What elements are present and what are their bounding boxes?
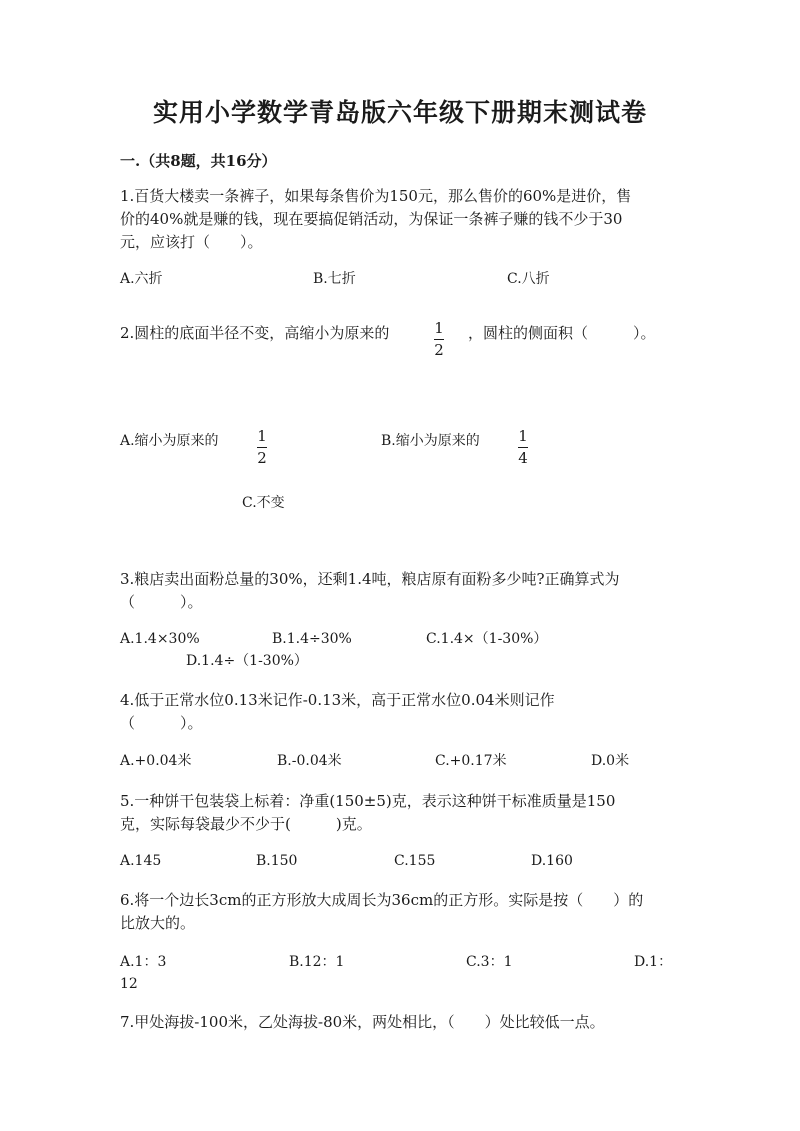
page-title: 实用小学数学青岛版六年级下册期末测试卷 bbox=[152, 98, 647, 127]
question-4-option-d: D.0米 bbox=[591, 753, 630, 769]
fraction-denominator: 2 bbox=[434, 341, 444, 359]
question-2-option-a-fraction bbox=[257, 426, 267, 466]
question-2-option-c: C.不变 bbox=[242, 495, 285, 511]
question-2-option-b: B.缩小为原来的 bbox=[381, 433, 480, 449]
question-2-option-a: A.缩小为原来的 bbox=[120, 433, 219, 449]
question-2-fraction bbox=[434, 318, 444, 358]
fraction-numerator: 1 bbox=[257, 427, 267, 445]
question-3-option-b: B.1.4÷30% bbox=[272, 631, 352, 647]
question-2-suffix: ，圆柱的侧面积（ ）。 bbox=[468, 324, 656, 342]
question-4-option-c: C.+0.17米 bbox=[435, 753, 507, 769]
question-4-option-b: B.-0.04米 bbox=[277, 753, 342, 769]
question-6-line-2: 比放大的。 bbox=[120, 914, 196, 932]
question-5-option-c: C.155 bbox=[394, 853, 436, 869]
question-6-option-d: D.1： bbox=[634, 954, 673, 970]
fraction-bar bbox=[434, 339, 444, 340]
question-3-line-2: （ ）。 bbox=[120, 593, 203, 611]
question-6-option-a: A.1：3 bbox=[120, 954, 167, 970]
fraction-numerator: 1 bbox=[518, 427, 528, 445]
question-2-prefix: 2.圆柱的底面半径不变，高缩小为原来的 bbox=[120, 324, 390, 342]
section-heading: 一.（共8题，共16分） bbox=[120, 152, 277, 170]
question-3-option-c: C.1.4×（1-30%） bbox=[426, 631, 548, 647]
question-5-option-d: D.160 bbox=[531, 853, 573, 869]
question-6-option-b: B.12：1 bbox=[289, 954, 345, 970]
question-1-option-a: A.六折 bbox=[120, 271, 163, 287]
question-4-line-1: 4.低于正常水位0.13米记作-0.13米，高于正常水位0.04米则记作 bbox=[120, 691, 555, 709]
question-6-option-d-wrap: 12 bbox=[120, 976, 138, 992]
question-5-option-a: A.145 bbox=[120, 853, 162, 869]
question-1-line-2: 价的40%就是赚的钱，现在要搞促销活动，为保证一条裤子赚的钱不少于30 bbox=[120, 210, 623, 228]
fraction-denominator: 2 bbox=[257, 449, 267, 467]
question-1-option-c: C.八折 bbox=[507, 271, 550, 287]
question-4-line-2: （ ）。 bbox=[120, 714, 203, 732]
question-3-option-d: D.1.4÷（1-30%） bbox=[186, 653, 308, 669]
question-1-option-b: B.七折 bbox=[313, 271, 356, 287]
question-1-line-3: 元，应该打（ ）。 bbox=[120, 233, 263, 251]
fraction-numerator: 1 bbox=[434, 319, 444, 337]
question-2-option-b-fraction bbox=[518, 426, 528, 466]
fraction-bar bbox=[257, 447, 267, 448]
question-6-line-1: 6.将一个边长3cm的正方形放大成周长为36cm的正方形。实际是按（ ）的 bbox=[120, 891, 644, 909]
question-5-option-b: B.150 bbox=[256, 853, 298, 869]
question-6-option-c: C.3：1 bbox=[466, 954, 513, 970]
question-5-line-1: 5.一种饼干包装袋上标着：净重(150±5)克，表示这种饼干标准质量是150 bbox=[120, 792, 616, 810]
question-7-line-1: 7.甲处海拔-100米，乙处海拔-80米，两处相比，（ ）处比较低一点。 bbox=[120, 1013, 605, 1031]
question-3-line-1: 3.粮店卖出面粉总量的30%，还剩1.4吨，粮店原有面粉多少吨?正确算式为 bbox=[120, 570, 620, 588]
fraction-bar bbox=[518, 447, 528, 448]
question-5-line-2: 克，实际每袋最少不少于( )克。 bbox=[120, 815, 372, 833]
fraction-denominator: 4 bbox=[518, 449, 528, 467]
question-3-option-a: A.1.4×30% bbox=[120, 631, 200, 647]
question-1-line-1: 1.百货大楼卖一条裤子，如果每条售价为150元，那么售价的60%是进价，售 bbox=[120, 187, 632, 205]
question-4-option-a: A.+0.04米 bbox=[120, 753, 192, 769]
